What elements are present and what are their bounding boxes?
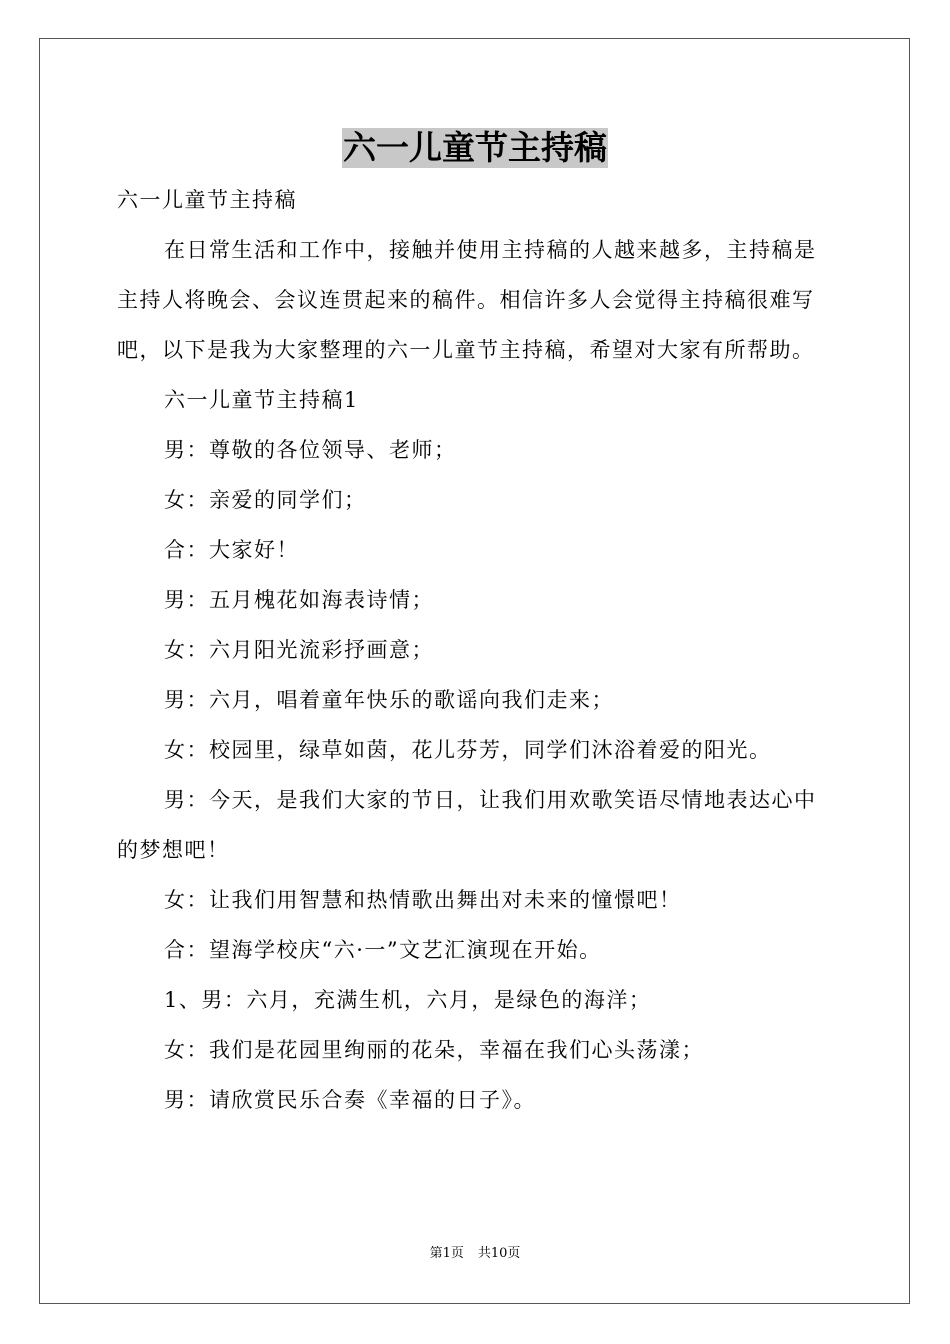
paragraph: 在日常生活和工作中，接触并使用主持稿的人越来越多，主持稿是主持人将晚会、会议连贯起来的稿件。相信许多人会觉得主持稿很难写吧，以下是我为大家整理的六一儿童节主持稿，希望对大家有所帮助。 (117, 238, 817, 362)
paragraph: 女：校园里，绿草如茵，花儿芬芳，同学们沐浴着爱的阳光。 (164, 738, 772, 762)
paragraph: 男：尊敬的各位领导、老师； (164, 438, 457, 462)
page-footer (0, 1244, 950, 1264)
paragraph: 六一儿童节主持稿1 (164, 388, 359, 412)
paragraph: 女：让我们用智慧和热情歌出舞出对未来的憧憬吧！ (164, 888, 682, 912)
paragraph: 男：五月槐花如海表诗情； (164, 588, 434, 612)
paragraph: 合：望海学校庆“六·一”文艺汇演现在开始。 (164, 938, 602, 962)
paragraph: 合：大家好！ (164, 538, 299, 562)
title-container (0, 128, 950, 168)
document-body (117, 175, 833, 1125)
total-pages: 共10页 (477, 1246, 521, 1261)
document-title: 六一儿童节主持稿 (343, 128, 607, 167)
paragraph: 女：亲爱的同学们； (164, 488, 367, 512)
paragraph: 男：今天，是我们大家的节日，让我们用欢歌笑语尽情地表达心中的梦想吧！ (117, 788, 817, 862)
paragraph: 1、男：六月，充满生机，六月，是绿色的海洋； (164, 988, 652, 1012)
paragraph: 女：我们是花园里绚丽的花朵，幸福在我们心头荡漾； (164, 1038, 704, 1062)
document-subtitle: 六一儿童节主持稿 (117, 188, 297, 212)
page-number: 第1页 (429, 1246, 464, 1261)
paragraph: 男：六月，唱着童年快乐的歌谣向我们走来； (164, 688, 614, 712)
paragraph: 女：六月阳光流彩抒画意； (164, 638, 434, 662)
paragraph: 男：请欣赏民乐合奏《幸福的日子》。 (164, 1088, 536, 1112)
